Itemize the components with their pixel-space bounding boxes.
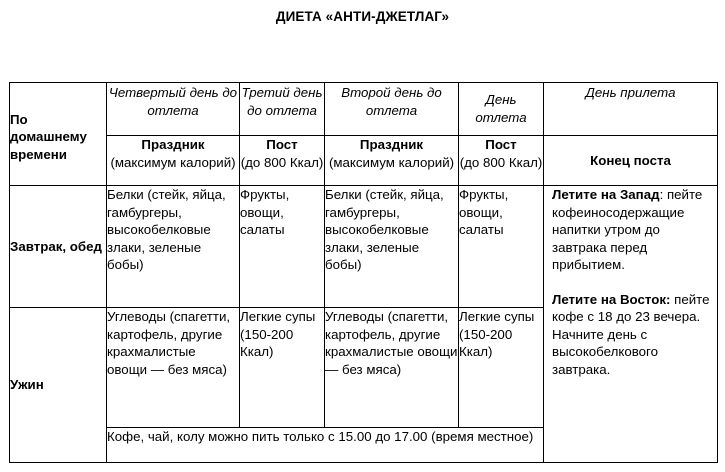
col-type-day2 <box>325 136 459 186</box>
col-type-day1 <box>459 136 544 186</box>
col-header-day3: Третий день до отлета <box>240 83 325 136</box>
cell-breakfast-day3: Фрукты, овощи, салаты <box>240 186 325 308</box>
row-breakfast <box>10 186 718 308</box>
west-text: пейте кофеиносодержащие напитки утром до завтрака перед прибытием. <box>552 187 703 272</box>
cell-dinner-day1: Легкие супы (150-200 Ккал) <box>459 308 544 428</box>
cell-dinner-day4: Углеводы (спагетти, картофель, другие крахмалистые овощи — без мяса) <box>107 308 240 428</box>
page-title: ДИЕТА «АНТИ-ДЖЕТЛАГ» <box>275 9 450 24</box>
row-label-breakfast: Завтрак, обед <box>10 186 107 308</box>
cell-arrival <box>544 186 718 463</box>
header-row-days <box>10 83 718 136</box>
cell-dinner-day3: Легкие супы (150-200 Ккал) <box>240 308 325 428</box>
east-title: Летите на Восток: <box>552 291 671 307</box>
col-type-day3 <box>240 136 325 186</box>
type-note: (до 800 Ккал) <box>459 154 543 170</box>
cell-note: Кофе, чай, колу можно пить только с 15.00 до 17.00 (время местное) <box>107 428 544 463</box>
cell-dinner-day2: Углеводы (спагетти, картофель, другие крахмалистые овощи — без мяса) <box>325 308 459 428</box>
type-note: (максимум калорий) <box>110 154 236 170</box>
type-name: Праздник <box>359 137 424 152</box>
cell-breakfast-day1: Фрукты, овощи, салаты <box>459 186 544 308</box>
col-header-day1: День отлета <box>459 83 544 136</box>
arrival-west: Летите на Запад: пейте кофеиносодержащие напитки утром до завтрака перед прибытием. <box>552 187 703 272</box>
type-name: Праздник <box>141 137 205 152</box>
row-label-dinner: Ужин <box>10 308 107 463</box>
type-note: (максимум калорий) <box>328 154 455 170</box>
col-type-arrival: Конец поста <box>544 136 718 186</box>
cell-breakfast-day2: Белки (стейк, яйца, гамбургеры, высокобелковые злаки, зеленые бобы) <box>325 186 459 308</box>
type-name: Пост <box>485 137 517 152</box>
type-name: Пост <box>266 137 298 152</box>
cell-breakfast-day4: Белки (стейк, яйца, гамбургеры, высокобелковые злаки, зеленые бобы) <box>107 186 240 308</box>
arrival-east <box>552 291 713 379</box>
diet-table <box>9 82 718 463</box>
corner-label: По домашнему времени <box>10 83 107 186</box>
header-row-types <box>10 136 718 186</box>
west-title: Летите на Запад <box>552 187 660 202</box>
col-type-day4 <box>107 136 240 186</box>
col-header-day2: Второй день до отлета <box>325 83 459 136</box>
east-text: пейте кофе с 18 до 23 вечера. Начните день с высокобелкового завтрака. <box>552 291 710 377</box>
col-header-day4: Четвертый день до отлета <box>107 83 240 136</box>
col-header-arrival: День прилета <box>544 83 718 136</box>
type-note: (до 800 Ккал) <box>240 154 324 170</box>
